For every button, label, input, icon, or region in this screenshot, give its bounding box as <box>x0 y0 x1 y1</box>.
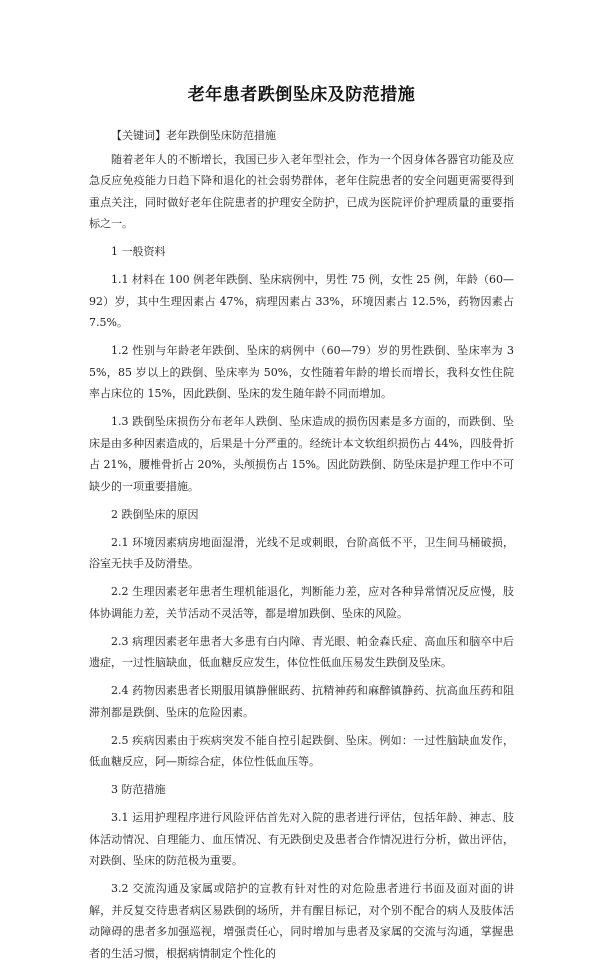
body-paragraph: 2.1 环境因素病房地面湿滑，光线不足或刺眼，台阶高低不平，卫生间马桶破损，浴室无扶手及防滑垫。 <box>89 535 514 570</box>
intro-paragraph: 随着老年人的不断增长，我国已步入老年型社会，作为一个因身体各器官功能及应急反应免疫能力日趋下降和退化的社会弱势群体，老年住院患者的安全问题更需要得到重点关注，同时做好老年住院患者的护理安全防护，已成为医院评价护理质量的重要指标之一。 <box>89 152 514 230</box>
body-paragraph: 1.2 性别与年龄老年跌倒、坠床的病例中（60—79）岁的男性跌倒、坠床率为 35%，85 岁以上的跌倒、坠床率为 50%，女性随着年龄的增长而增长，我科女性住院率占床位的 15%，因此跌倒、坠床的发生随年龄不同而增加。 <box>89 344 514 400</box>
body-paragraph: 3.1 运用护理程序进行风险评估首先对入院的患者进行评估，包括年龄、神志、肢体活动情况、自理能力、血压情况、有无跌倒史及患者合作情况进行分析，做出评估，对跌倒、坠床的防范极为重要。 <box>89 811 514 867</box>
section-heading: 2 跌倒坠床的原因 <box>111 507 199 521</box>
body-paragraph: 1.1 材料在 100 例老年跌倒、坠床病例中，男性 75 例，女性 25 例，年龄（60—92）岁，其中生理因素占 47%，病理因素占 33%，环境因素占 12.5%，药物因素占 7.5%。 <box>89 273 514 329</box>
body-paragraph: 2.4 药物因素患者长期服用镇静催眠药、抗精神药和麻醉镇静药、抗高血压药和阻滞剂都是跌倒、坠床的危险因素。 <box>89 684 514 719</box>
body-paragraph: 2.2 生理因素老年患者生理机能退化，判断能力差，应对各种异常情况反应慢，肢体协调能力差，关节活动不灵活等，都是增加跌倒、坠床的风险。 <box>89 585 514 620</box>
body-paragraph: 2.3 病理因素老年患者大多患有白内障、青光眼、帕金森氏症、高血压和脑卒中后遗症，一过性脑缺血，低血糖反应发生，体位性低血压易发生跌倒及坠床。 <box>89 634 514 669</box>
section-heading: 1 一般资料 <box>111 245 166 258</box>
section-heading: 3 防范措施 <box>111 783 166 796</box>
body-paragraph: 1.3 跌倒坠床损伤分布老年人跌倒、坠床造成的损伤因素是多方面的，而跌倒、坠床是由多种因素造成的，后果是十分严重的。经统计本文软组织损伤占 44%，四肢骨折占 21%，腰椎骨折占 20%，头颅损伤占 15%。因此防跌倒、防坠床是护理工作中不可缺少的一项重要措施。 <box>89 415 514 493</box>
keywords-line: 【关键词】老年跌倒坠床防范措施 <box>111 129 276 142</box>
body-paragraph: 2.5 疾病因素由于疾病突发不能自控引起跌倒、坠床。例如：一过性脑缺血发作，低血糖反应，阿—斯综合症，体位性低血压等。 <box>89 733 514 768</box>
body-paragraph: 3.2 交流沟通及家属或陪护的宣教有针对性的对危险患者进行书面及面对面的讲解，并反复交待患者病区易跌倒的场所，并有醒目标记，对个别不配合的病人及肢体活动障碍的患者多加强巡视，增强责任心，同时增加与患者及家属的交流与沟通，掌握患者的生活习惯，根据病情制定个性化的 <box>89 882 514 960</box>
document-title: 老年患者跌倒坠床及防范措施 <box>187 85 416 105</box>
